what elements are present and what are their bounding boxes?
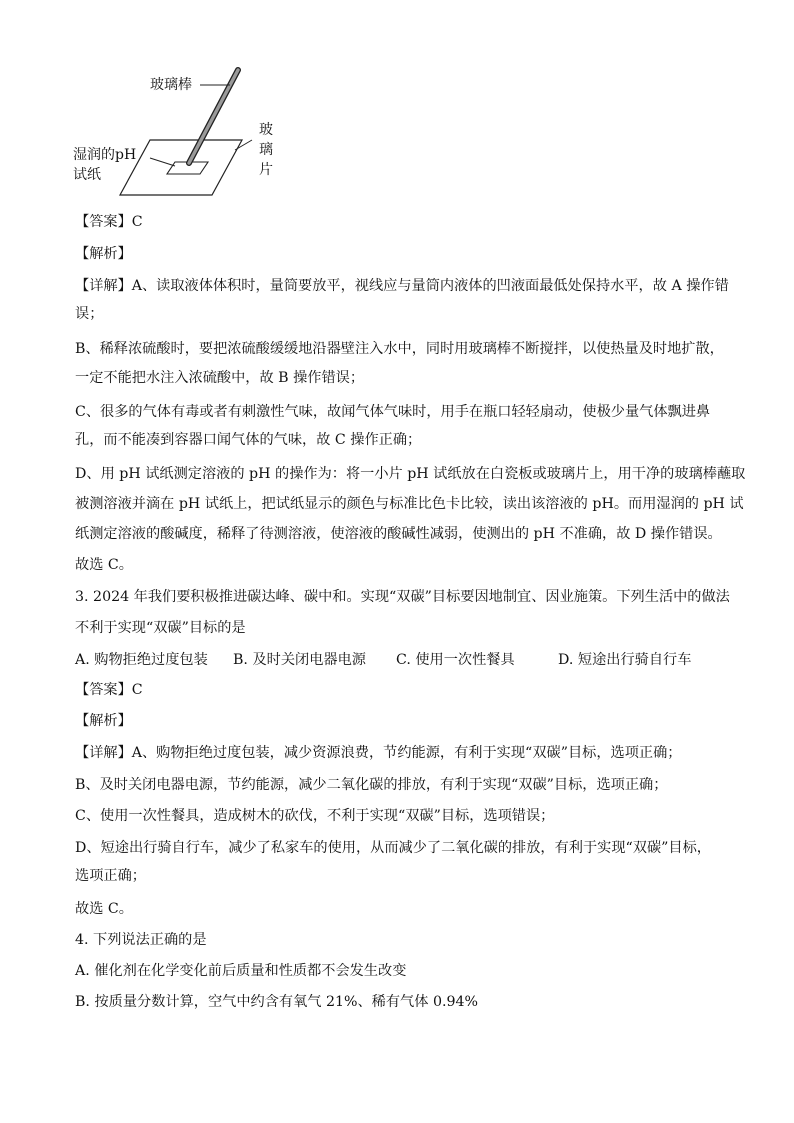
q4-stem: 4. 下列说法正确的是 xyxy=(75,932,207,948)
q3-stem-line2: 不利于实现“双碳”目标的是 xyxy=(75,620,246,636)
q2-explanation-line: 孔，而不能凑到容器口闻气体的气味，故 C 操作正确； xyxy=(75,432,422,448)
ph-test-figure xyxy=(60,60,320,210)
q3-stem-line1: 3. 2024 年我们要积极推进碳达峰、碳中和。实现“双碳”目标要因地制宜、因业施策。下列生活中的做法 xyxy=(75,589,730,605)
paper-label-line2: 试纸 xyxy=(73,167,101,183)
q2-answer: 【答案】C xyxy=(75,214,143,230)
q2-explanation-line: D、用 pH 试纸测定溶液的 pH 的操作为：将一小片 pH 试纸放在白瓷板或玻璃片上，用干净的玻璃棒蘸取 xyxy=(75,466,746,482)
q2-explanation-line: B、稀释浓硫酸时，要把浓硫酸缓缓地沿器壁注入水中，同时用玻璃棒不断搅拌，以使热量及时地扩散， xyxy=(75,341,724,357)
plate-label-char: 璃 xyxy=(259,142,273,158)
q3-explanation-line: 【详解】A、购物拒绝过度包装，减少资源浪费，节约能源，有利于实现“双碳”目标，选项正确； xyxy=(75,745,682,761)
q2-conclusion: 故选 C。 xyxy=(75,557,133,573)
q3-conclusion: 故选 C。 xyxy=(75,901,133,917)
q4-option-a: A. 催化剂在化学变化前后质量和性质都不会发生改变 xyxy=(75,963,407,979)
paper-label-line1: 湿润的pH xyxy=(73,147,137,163)
q3-explanation-line: 选项正确； xyxy=(75,868,146,884)
q2-explanation-line: 一定不能把水注入浓硫酸中，故 B 操作错误； xyxy=(75,370,365,386)
q3-option-c: C. 使用一次性餐具 xyxy=(396,652,515,668)
q2-explanation-line: 误； xyxy=(75,306,104,322)
q3-explanation-line: D、短途出行骑自行车，减少了私家车的使用，从而减少了二氧化碳的排放，有利于实现“双碳”目标， xyxy=(75,840,711,856)
q2-explanation-line: 纸测定溶液的酸碱度，稀释了待测溶液，使溶液的酸碱性减弱，使测出的 pH 不准确，故 D 操作错误。 xyxy=(75,526,722,542)
q3-analysis-heading: 【解析】 xyxy=(75,713,132,729)
q3-option-b: B. 及时关闭电器电源 xyxy=(233,652,366,668)
q2-analysis-heading: 【解析】 xyxy=(75,246,132,262)
q3-explanation-line: C、使用一次性餐具，造成树木的砍伐，不利于实现“双碳”目标，选项错误； xyxy=(75,808,555,824)
plate-label xyxy=(258,120,274,180)
q3-answer: 【答案】C xyxy=(75,682,143,698)
plate-label-char: 片 xyxy=(259,162,273,178)
q2-explanation-line: 【详解】A、读取液体体积时，量筒要放平，视线应与量筒内液体的凹液面最低处保持水平，故 A 操作错 xyxy=(75,278,729,294)
q3-options xyxy=(75,649,735,669)
q3-option-a: A. 购物拒绝过度包装 xyxy=(75,652,208,668)
plate-label-char: 玻 xyxy=(259,122,273,138)
q3-option-d: D. 短途出行骑自行车 xyxy=(558,652,692,668)
q3-explanation-line: B、及时关闭电器电源，节约能源，减少二氧化碳的排放，有利于实现“双碳”目标，选项正确； xyxy=(75,777,668,793)
q4-option-b: B. 按质量分数计算，空气中约含有氧气 21%、稀有气体 0.94% xyxy=(75,994,479,1010)
q2-explanation-line: 被测溶液并滴在 pH 试纸上，把试纸显示的颜色与标准比色卡比较，读出该溶液的 pH。而用湿润的 pH 试 xyxy=(75,496,744,512)
rod-label: 玻璃棒 xyxy=(150,77,192,93)
q2-explanation-line: C、很多的气体有毒或者有刺激性气味，故闻气体气味时，用手在瓶口轻轻扇动，使极少量气体飘进鼻 xyxy=(75,404,711,420)
